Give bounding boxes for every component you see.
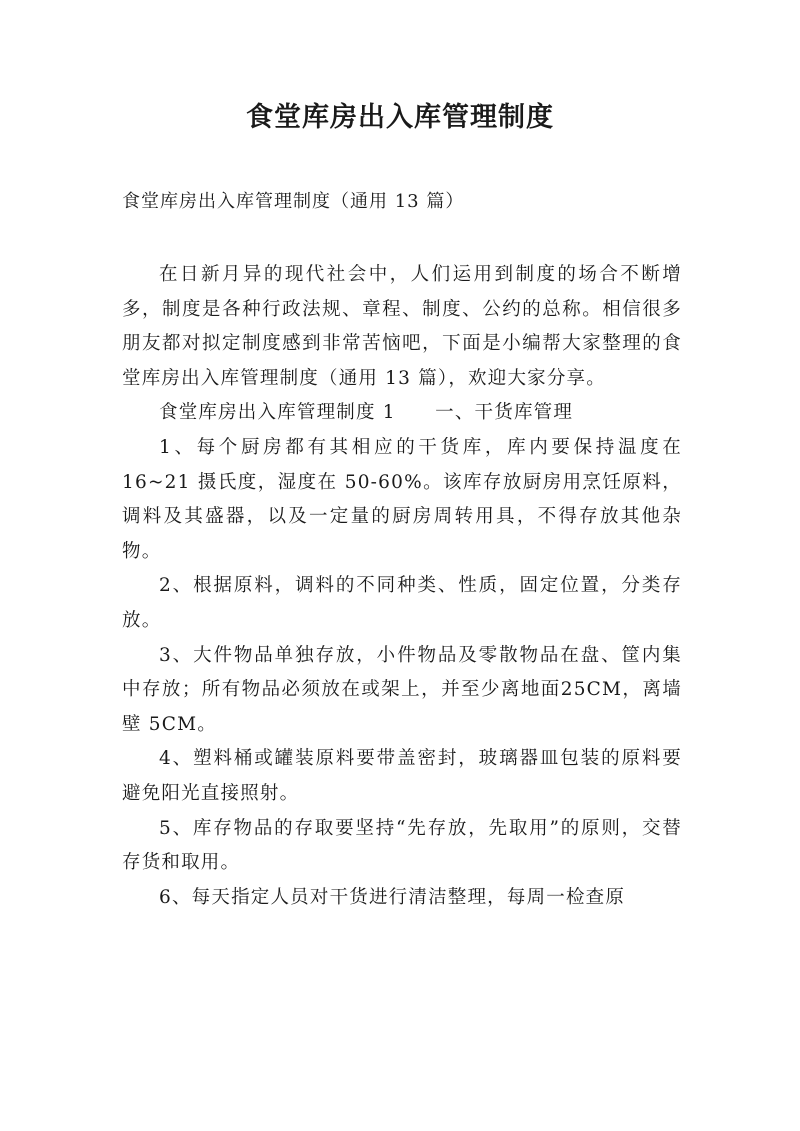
document-body — [122, 258, 682, 915]
rule-paragraph-6: 6、每天指定人员对干货进行清洁整理，每周一检查原 — [159, 886, 626, 908]
rule-paragraph-4: 4、塑料桶或罐装原料要带盖密封，玻璃器皿包装的原料要避免阳光直接照射。 — [122, 748, 682, 804]
rule-paragraph-5: 5、库存物品的存取要坚持“先存放，先取用”的原则，交替存货和取用。 — [122, 817, 682, 874]
rule-paragraph-2: 2、根据原料，调料的不同种类、性质，固定位置，分类存放。 — [122, 575, 682, 631]
rule-paragraph-3: 3、大件物品单独存放，小件物品及零散物品在盘、筐内集中存放；所有物品必须放在或架上，并至少离地面25CM，离墙壁 5CM。 — [122, 644, 682, 735]
document-title: 食堂库房出入库管理制度 — [246, 102, 554, 133]
intro-paragraph: 在日新月异的现代社会中，人们运用到制度的场合不断增多，制度是各种行政法规、章程、制度、公约的总称。相信很多朋友都对拟定制度感到非常苦恼吧，下面是小编帮大家整理的食堂库房出入库管理制度（通用 13 篇），欢迎大家分享。 — [122, 264, 682, 389]
section-heading: 食堂库房出入库管理制度 1 一、干货库管理 — [159, 402, 574, 424]
document-subtitle: 食堂库房出入库管理制度（通用 13 篇） — [122, 191, 465, 212]
rule-paragraph-1: 1、每个厨房都有其相应的干货库，库内要保持温度在16~21 摄氏度，湿度在 50-60%。该库存放厨房用烹饪原料，调料及其盛器，以及一定量的厨房周转用具，不得存放其他杂物。 — [122, 436, 682, 562]
